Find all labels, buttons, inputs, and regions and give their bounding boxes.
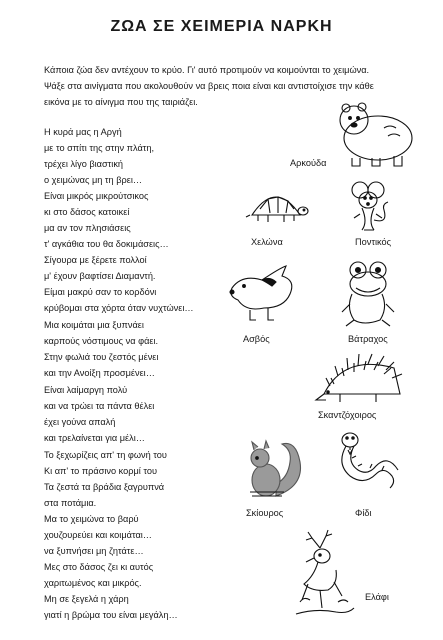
instruction-line: Ψάξε στα αινίγματα που ακολουθούν να βρεις ποια είναι και αντιστοίχισε την κάθε	[44, 81, 374, 91]
animal-label-deer: Ελάφι	[365, 592, 389, 602]
riddle-line: Μια κοιμάται μια ξυπνάει	[44, 320, 144, 330]
riddle-line: Είναι μικρός μικρούτσικος	[44, 191, 149, 201]
riddle-line: τρέχει λίγο βιαστική	[44, 159, 124, 169]
hedgehog-illustration	[316, 352, 404, 406]
riddle-stanza	[44, 252, 194, 316]
riddle-line: κρύβομαι στα χόρτα όταν νυχτώνει…	[44, 303, 194, 313]
snake-illustration	[330, 430, 400, 504]
riddle-line: και τρελαίνεται για μέλι…	[44, 433, 145, 443]
riddle-stanza	[44, 124, 154, 188]
bear-illustration	[338, 98, 423, 168]
riddle-line: καρπούς νόστιμους να φάει.	[44, 336, 159, 346]
instruction-line: εικόνα με το αίνιγμα που της ταιριάζει.	[44, 97, 198, 107]
riddle-line: Μη σε ξεγελά η χάρη	[44, 594, 129, 604]
riddle-line: στα ποτάμια.	[44, 498, 97, 508]
riddle-stanza	[44, 559, 178, 623]
riddle-stanza	[44, 188, 169, 252]
deer-illustration	[290, 530, 362, 622]
riddle-line: έχει γούνα απαλή	[44, 417, 116, 427]
riddle-line: Η κυρά μας η Αργή	[44, 127, 122, 137]
riddle-line: και την Ανοίξη προσμένει…	[44, 368, 155, 378]
riddle-line: γιατί η βρώμα του είναι μεγάλη…	[44, 610, 178, 620]
turtle-illustration	[246, 185, 308, 229]
riddle-line: με το σπίτι της στην πλάτη,	[44, 143, 155, 153]
animal-label-mouse: Ποντικός	[355, 237, 392, 247]
riddle-line: κι στο δάσος κατοικεί	[44, 207, 130, 217]
badger-illustration	[222, 262, 302, 324]
riddle-line: Μα το χειμώνα το βαρύ	[44, 514, 139, 524]
squirrel-illustration	[240, 436, 306, 506]
riddle-line: χουζουρεύει και κοιμάται…	[44, 530, 152, 540]
animal-label-snake: Φίδι	[355, 508, 372, 518]
riddle-line: μα αν τον πλησιάσεις	[44, 223, 131, 233]
riddle-line: Τα ζεστά τα βράδια ξαγρυπνά	[44, 482, 165, 492]
riddle-line: να ξυπνήσει μη ζητάτε…	[44, 546, 144, 556]
animal-label-bear: Αρκούδα	[290, 158, 327, 168]
riddle-stanza	[44, 317, 158, 381]
frog-illustration	[338, 260, 400, 330]
riddle-line: και να τρώει τα πάντα θέλει	[44, 401, 155, 411]
riddle-stanza	[44, 447, 167, 559]
riddle-line: τ' αγκάθια του θα δοκιμάσεις…	[44, 239, 169, 249]
riddle-line: Είναι λαίμαργη πολύ	[44, 385, 128, 395]
riddle-line: χαριτωμένος και μικρός.	[44, 578, 142, 588]
riddle-line: Το ξεχωρίζεις απ' τη φωνή του	[44, 450, 167, 460]
animal-label-hedgehog: Σκαντζόχοιρος	[318, 410, 377, 420]
riddle-line: Είμαι μακρύ σαν το κορδόνι	[44, 287, 157, 297]
riddle-stanza	[44, 382, 154, 446]
riddle-line: Στην φωλιά του ζεστός μένει	[44, 352, 159, 362]
mouse-illustration	[340, 178, 400, 234]
riddle-line: Μες στο δάσος ζει κι αυτός	[44, 562, 154, 572]
animal-label-badger: Ασβός	[243, 334, 270, 344]
instruction-line: Κάποια ζώα δεν αντέχουν το κρύο. Γι' αυτό προτιμούν να κοιμούνται το χειμώνα.	[44, 65, 370, 75]
page-title: ΖΩΑ ΣΕ ΧΕΙΜΕΡΙΑ ΝΑΡΚΗ	[110, 18, 333, 35]
animal-label-squirrel: Σκίουρος	[246, 508, 284, 518]
riddle-line: ο χειμώνας μη τη βρει…	[44, 175, 143, 185]
riddle-line: Κι απ' το πράσινο κορμί του	[44, 466, 158, 476]
animal-label-frog: Βάτραχος	[348, 334, 388, 344]
riddle-line: μ' έχουν βαφτίσει Διαμαντή.	[44, 271, 156, 281]
riddle-line: Σίγουρα με ξέρετε πολλοί	[44, 255, 147, 265]
animal-label-turtle: Χελώνα	[251, 237, 283, 247]
